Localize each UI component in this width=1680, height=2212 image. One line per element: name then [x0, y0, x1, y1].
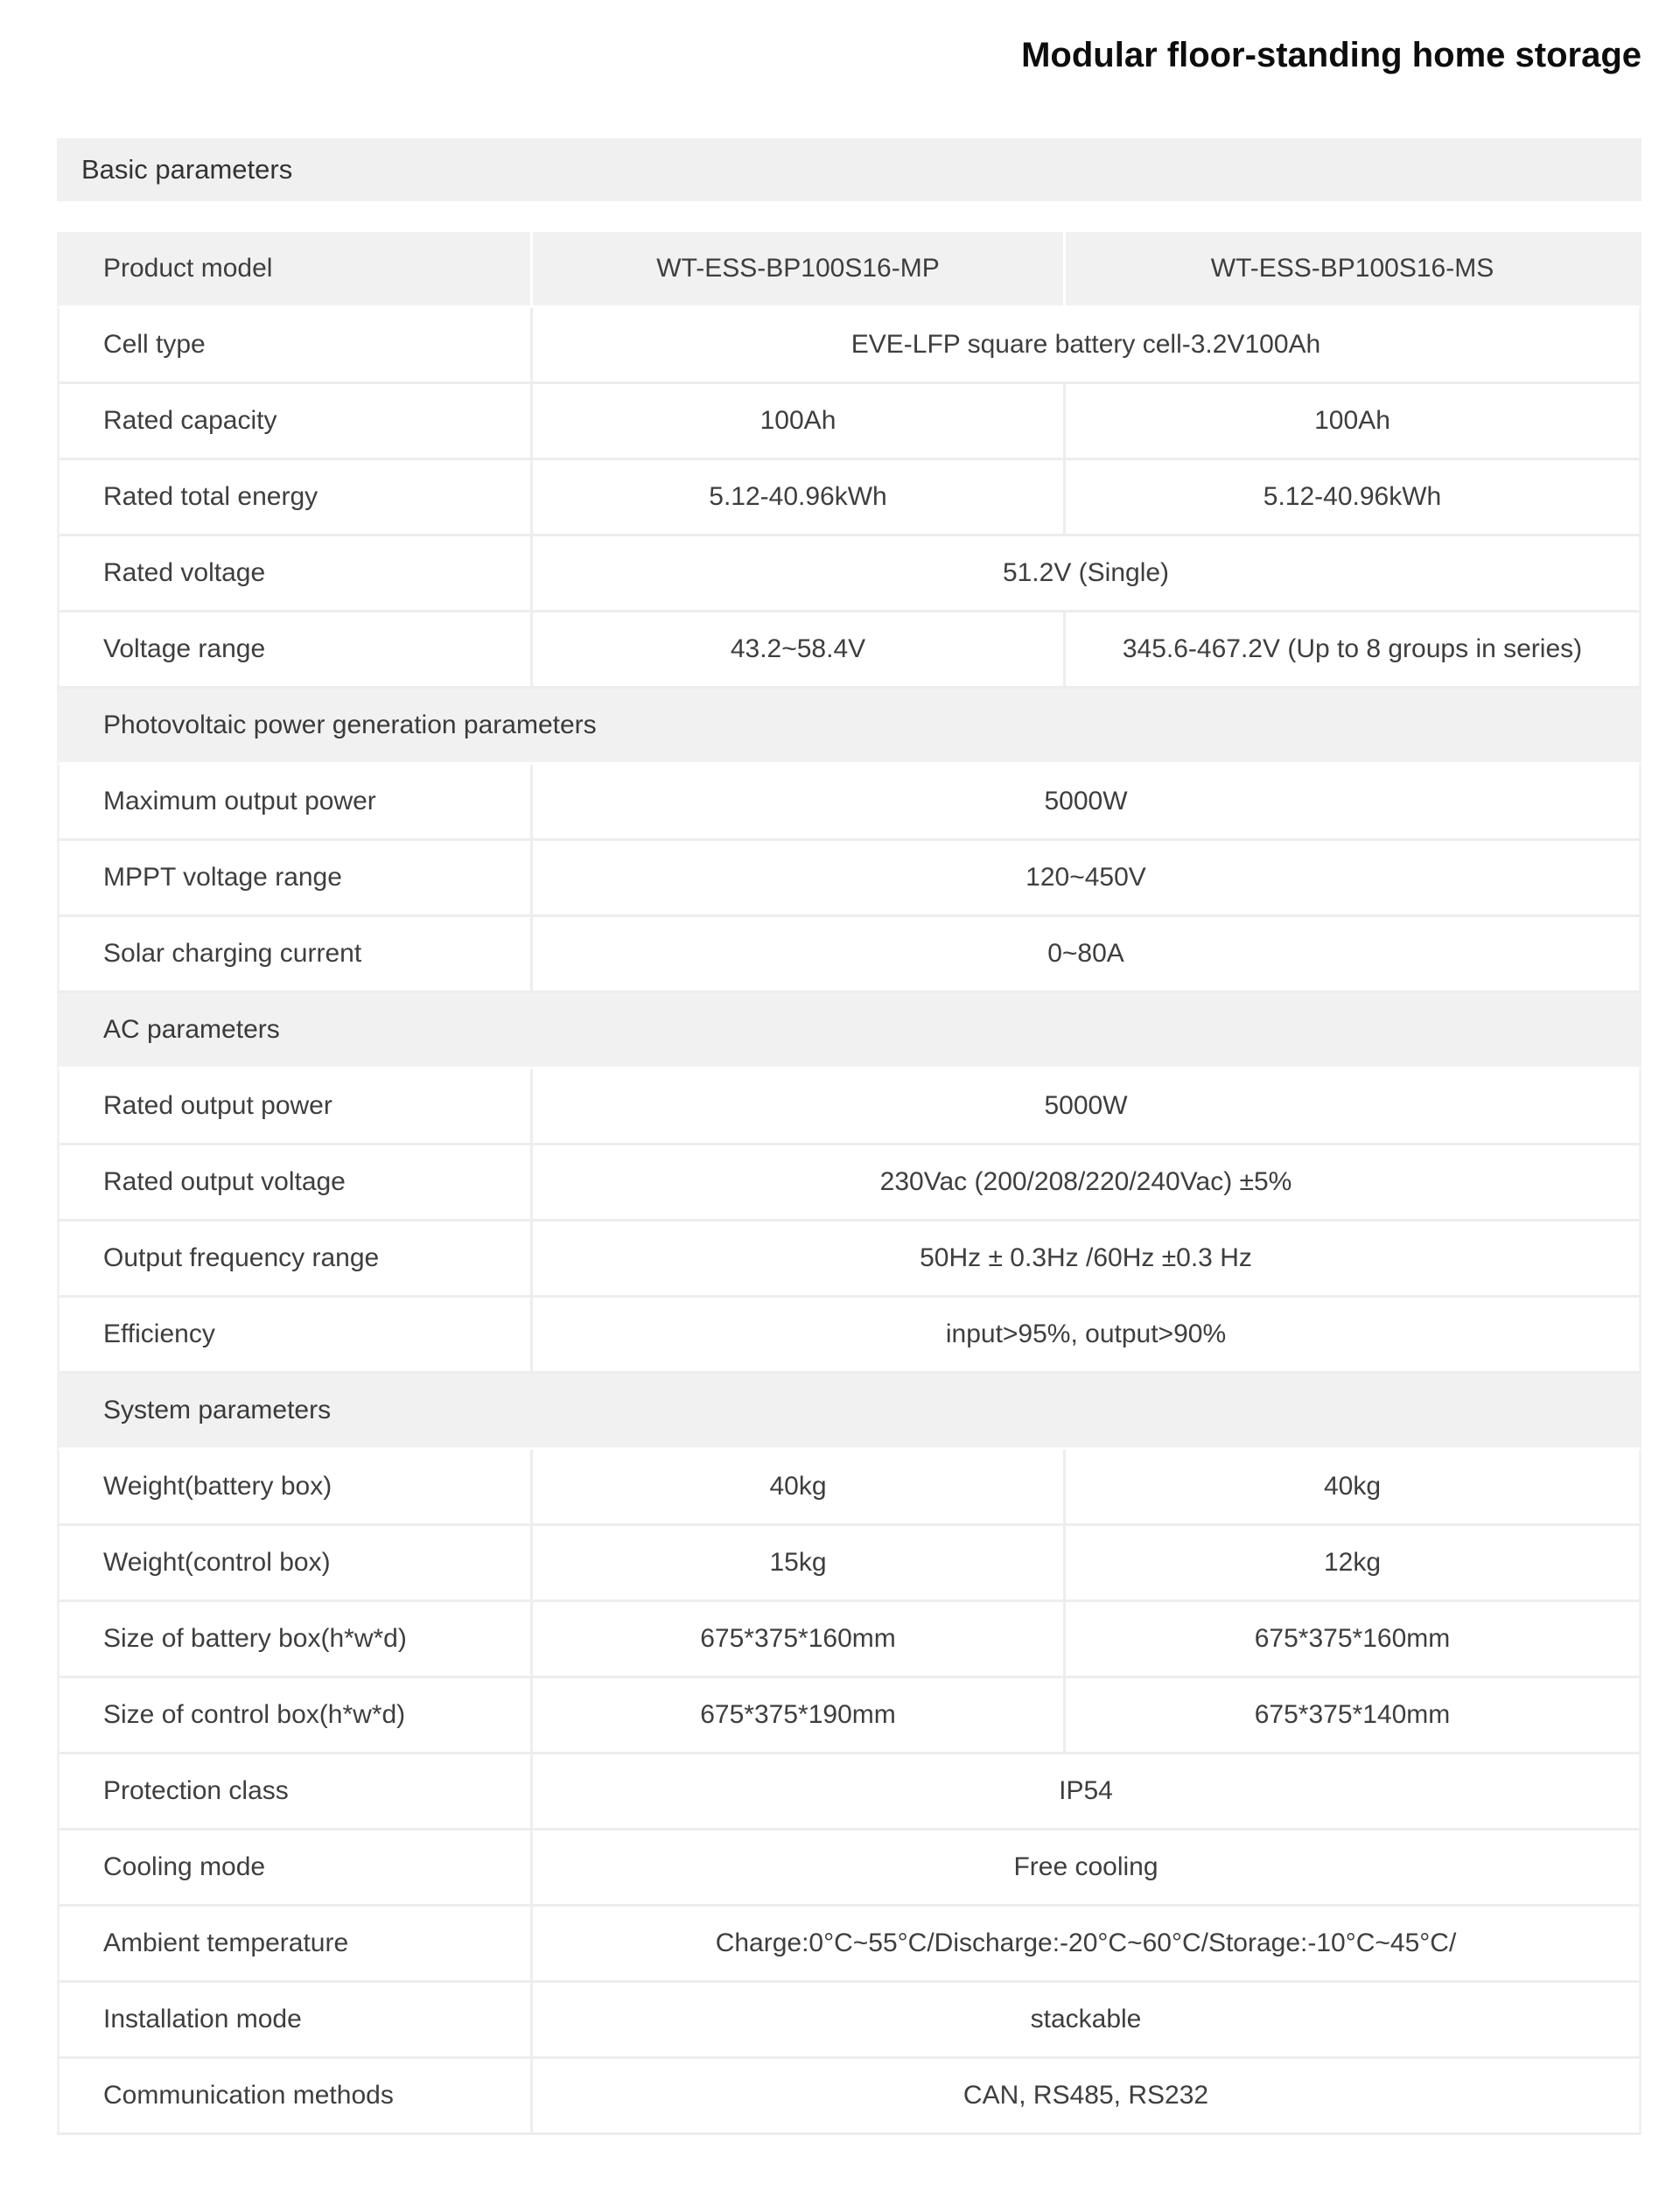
row-label: Protection class: [57, 1754, 533, 1830]
row-label: Rated total energy: [57, 460, 533, 536]
table-row-rated-voltage: [57, 536, 1642, 612]
table-row-cell-type: [57, 308, 1642, 384]
section-label: System parameters: [57, 1374, 1642, 1450]
table-row-rated-capacity: [57, 384, 1642, 460]
row-label: Output frequency range: [57, 1222, 533, 1298]
section-row-photovoltaic: [57, 689, 1642, 765]
row-label: Weight(battery box): [57, 1450, 533, 1526]
table-row-communication-methods: [57, 2059, 1642, 2135]
row-value: 0~80A: [533, 917, 1642, 993]
table-row-solar-charging-current: [57, 917, 1642, 993]
row-value: 15kg: [533, 1526, 1066, 1602]
row-label: Size of battery box(h*w*d): [57, 1602, 533, 1678]
row-label: Rated capacity: [57, 384, 533, 460]
row-label: Cooling mode: [57, 1830, 533, 1907]
row-value: WT-ESS-BP100S16-MP: [533, 232, 1066, 308]
row-value: 5000W: [533, 765, 1642, 841]
row-label: Cell type: [57, 308, 533, 384]
row-value: Free cooling: [533, 1830, 1642, 1907]
row-value: 43.2~58.4V: [533, 612, 1066, 689]
table-row-size-control-box: [57, 1678, 1642, 1754]
row-value: 675*375*190mm: [533, 1678, 1066, 1754]
row-value: 12kg: [1066, 1526, 1642, 1602]
table-row-cooling-mode: [57, 1830, 1642, 1907]
row-label: Rated output voltage: [57, 1145, 533, 1222]
row-value: stackable: [533, 1983, 1642, 2059]
section-row-system-parameters: [57, 1374, 1642, 1450]
table-row-product-model: [57, 232, 1642, 308]
row-label: Ambient temperature: [57, 1907, 533, 1983]
row-value: EVE-LFP square battery cell-3.2V100Ah: [533, 308, 1642, 384]
row-value: 5.12-40.96kWh: [533, 460, 1066, 536]
row-label: Weight(control box): [57, 1526, 533, 1602]
table-row-protection-class: [57, 1754, 1642, 1830]
row-value: 100Ah: [533, 384, 1066, 460]
row-value: 345.6-467.2V (Up to 8 groups in series): [1066, 612, 1642, 689]
row-label: Installation mode: [57, 1983, 533, 2059]
section-row-ac-parameters: [57, 993, 1642, 1069]
row-label: Communication methods: [57, 2059, 533, 2135]
row-value: 675*375*160mm: [533, 1602, 1066, 1678]
table-row-efficiency: [57, 1298, 1642, 1374]
row-label: Voltage range: [57, 612, 533, 689]
table-row-weight-battery-box: [57, 1450, 1642, 1526]
table-row-output-frequency-range: [57, 1222, 1642, 1298]
row-label: Product model: [57, 232, 533, 308]
row-value: IP54: [533, 1754, 1642, 1830]
row-label: Solar charging current: [57, 917, 533, 993]
row-value: 50Hz ± 0.3Hz /60Hz ±0.3 Hz: [533, 1222, 1642, 1298]
table-row-rated-total-energy: [57, 460, 1642, 536]
section-label: Photovoltaic power generation parameters: [57, 689, 1642, 765]
row-label: Size of control box(h*w*d): [57, 1678, 533, 1754]
table-row-rated-output-voltage: [57, 1145, 1642, 1222]
table-row-rated-output-power: [57, 1069, 1642, 1145]
row-value: Charge:0°C~55°C/Discharge:-20°C~60°C/Storage:-10°C~45°C/: [533, 1907, 1642, 1983]
row-value: 100Ah: [1066, 384, 1642, 460]
table-header-label: Basic parameters: [81, 154, 293, 185]
row-value: CAN, RS485, RS232: [533, 2059, 1642, 2135]
row-value: WT-ESS-BP100S16-MS: [1066, 232, 1642, 308]
row-label: Efficiency: [57, 1298, 533, 1374]
row-value: 230Vac (200/208/220/240Vac) ±5%: [533, 1145, 1642, 1222]
row-label: Rated voltage: [57, 536, 533, 612]
row-value: 120~450V: [533, 841, 1642, 917]
spec-sheet-page: [57, 0, 1642, 2135]
row-label: MPPT voltage range: [57, 841, 533, 917]
table-header-bar: [57, 138, 1642, 201]
table-row-size-battery-box: [57, 1602, 1642, 1678]
row-value: 40kg: [533, 1450, 1066, 1526]
row-value: 40kg: [1066, 1450, 1642, 1526]
row-label: Rated output power: [57, 1069, 533, 1145]
row-value: 675*375*160mm: [1066, 1602, 1642, 1678]
section-label: AC parameters: [57, 993, 1642, 1069]
table-row-mppt-voltage-range: [57, 841, 1642, 917]
row-value: 51.2V (Single): [533, 536, 1642, 612]
row-value: 675*375*140mm: [1066, 1678, 1642, 1754]
table-row-ambient-temperature: [57, 1907, 1642, 1983]
table-row-maximum-output-power: [57, 765, 1642, 841]
row-value: 5000W: [533, 1069, 1642, 1145]
spec-table: [57, 232, 1642, 2135]
page-title: Modular floor-standing home storage: [1021, 36, 1642, 74]
table-row-installation-mode: [57, 1983, 1642, 2059]
table-row-weight-control-box: [57, 1526, 1642, 1602]
row-value: 5.12-40.96kWh: [1066, 460, 1642, 536]
row-value: input>95%, output>90%: [533, 1298, 1642, 1374]
table-row-voltage-range: [57, 612, 1642, 689]
row-label: Maximum output power: [57, 765, 533, 841]
